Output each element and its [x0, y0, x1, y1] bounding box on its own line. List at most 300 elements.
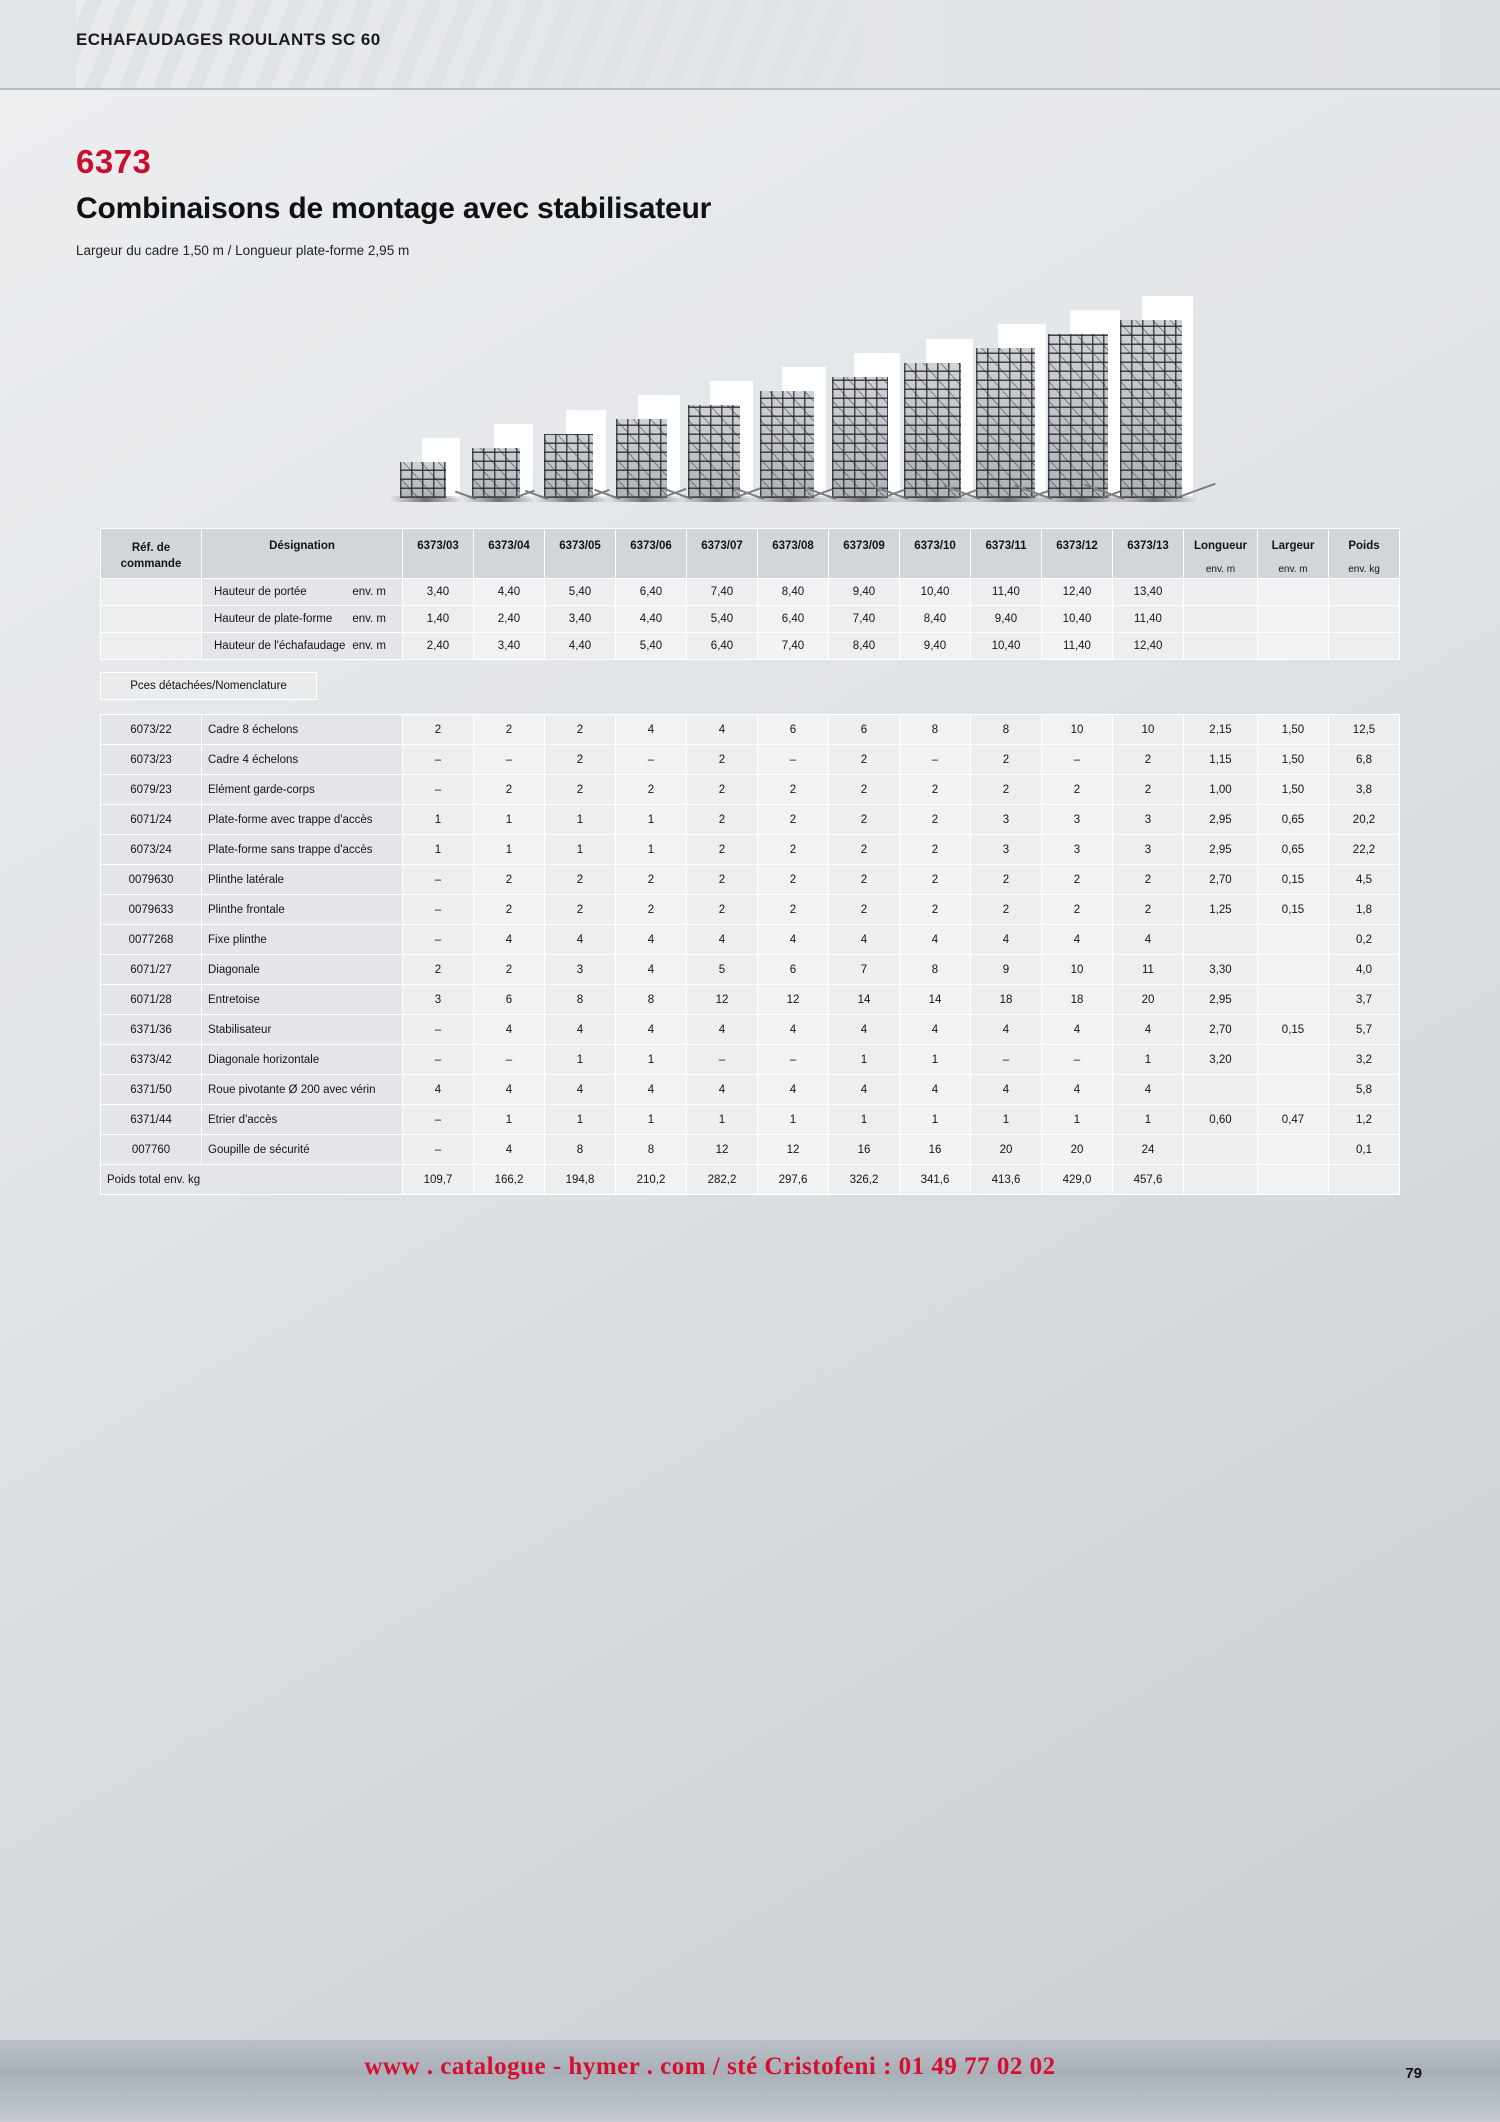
bom-longueur-cell — [1184, 865, 1258, 895]
bom-longueur: 2,15 — [1209, 723, 1232, 736]
tower-base-shadow — [750, 496, 830, 502]
bom-qty-cell — [1113, 1105, 1184, 1135]
bom-qty: 2 — [434, 723, 442, 736]
bom-qty-cell — [900, 745, 971, 775]
spec-value: 6,40 — [710, 640, 734, 652]
bom-qty: 3 — [1002, 813, 1010, 826]
header-model-5: 6373/08 — [758, 529, 829, 579]
tower-structure — [400, 462, 446, 498]
bom-largeur — [1258, 937, 1328, 943]
bom-qty: 4 — [931, 933, 939, 946]
bom-qty-cell — [971, 1015, 1042, 1045]
spec-label — [202, 637, 402, 655]
bom-qty: 4 — [647, 933, 655, 946]
bom-qty-cell — [616, 1015, 687, 1045]
bom-qty-cell — [403, 715, 474, 745]
bom-qty-cell — [687, 805, 758, 835]
bom-qty-cell — [403, 955, 474, 985]
bom-qty: 1 — [647, 813, 655, 826]
bom-qty-cell — [474, 1075, 545, 1105]
bom-qty-cell — [1113, 1015, 1184, 1045]
bom-qty: 4 — [1073, 1023, 1081, 1036]
spec-value-cell — [403, 579, 474, 606]
bom-qty: 3 — [1073, 813, 1081, 826]
bom-poids: 5,8 — [1356, 1083, 1372, 1096]
spec-value: 10,40 — [920, 586, 950, 598]
bom-ref: 6079/23 — [130, 783, 172, 796]
spec-value: 7,40 — [710, 586, 734, 598]
bom-qty: 4 — [1073, 933, 1081, 946]
header-designation: Désignation — [202, 529, 403, 579]
spec-value: 11,40 — [1063, 640, 1091, 652]
bom-qty: 2 — [860, 783, 868, 796]
bom-qty: 4 — [860, 1083, 868, 1096]
bom-designation-cell — [202, 1135, 403, 1165]
bom-qty: – — [434, 753, 442, 766]
bom-qty-cell — [829, 1045, 900, 1075]
bom-qty: 4 — [576, 933, 584, 946]
bom-qty-cell — [900, 775, 971, 805]
spec-value-cell — [1042, 633, 1113, 660]
bom-qty-cell — [687, 715, 758, 745]
bom-poids: 4,0 — [1356, 963, 1372, 976]
bom-qty-cell — [545, 1075, 616, 1105]
bom-qty-cell — [403, 1045, 474, 1075]
bom-qty-cell — [687, 1015, 758, 1045]
bom-qty: 4 — [789, 1023, 797, 1036]
bom-largeur: 0,15 — [1281, 903, 1305, 916]
bom-qty: 2 — [647, 873, 655, 886]
bom-qty: 2 — [931, 813, 939, 826]
bom-poids: 4,5 — [1356, 873, 1372, 886]
bom-designation: Goupille de sécurité — [208, 1143, 310, 1156]
bom-qty: 2 — [931, 843, 939, 856]
bom-qty: – — [647, 753, 655, 766]
bom-qty: 2 — [576, 753, 584, 766]
bom-ref-cell — [101, 1075, 202, 1105]
spec-value: 7,40 — [781, 640, 805, 652]
bom-qty-cell — [900, 805, 971, 835]
bom-designation-cell — [202, 895, 403, 925]
bom-poids: 6,8 — [1356, 753, 1372, 766]
tower-structure — [760, 391, 814, 498]
bom-qty-cell — [403, 925, 474, 955]
bom-qty-cell — [474, 895, 545, 925]
bom-qty-cell — [829, 745, 900, 775]
bom-qty: 4 — [789, 1083, 797, 1096]
tower-base-shadow — [534, 496, 609, 502]
bom-total-longueur — [1184, 1177, 1257, 1183]
bom-qty-cell — [687, 865, 758, 895]
bom-poids-cell — [1329, 955, 1400, 985]
bom-longueur-cell — [1184, 805, 1258, 835]
spec-label-unit: env. m — [352, 586, 386, 598]
bom-qty: – — [434, 1023, 442, 1036]
bom-qty: – — [434, 1143, 442, 1156]
tower-structure — [472, 448, 520, 498]
bom-poids-cell — [1329, 1075, 1400, 1105]
bom-qty-cell — [900, 715, 971, 745]
spec-label-text: Hauteur de portée — [214, 586, 307, 598]
bom-poids: 0,1 — [1356, 1143, 1372, 1156]
bom-ref-cell — [101, 1015, 202, 1045]
bom-qty: 2 — [718, 783, 726, 796]
bom-qty-cell — [829, 1075, 900, 1105]
bom-qty-cell — [1042, 955, 1113, 985]
bom-qty: 2 — [505, 873, 513, 886]
bom-largeur-cell — [1258, 715, 1329, 745]
spec-value-cell — [687, 579, 758, 606]
bom-qty: 3 — [1073, 843, 1081, 856]
bom-qty: – — [505, 1053, 513, 1066]
bom-qty-cell — [1113, 805, 1184, 835]
spec-value-cell — [758, 579, 829, 606]
bom-total-value-cell — [687, 1165, 758, 1195]
table-row — [101, 1075, 1400, 1105]
bom-total-row — [101, 1165, 1400, 1195]
table-row — [101, 1135, 1400, 1165]
bom-ref-cell — [101, 895, 202, 925]
bom-qty-cell — [545, 955, 616, 985]
spec-value: 12,40 — [1062, 586, 1092, 598]
bom-qty-cell — [900, 1045, 971, 1075]
bom-qty: 10 — [1141, 723, 1155, 736]
bom-ref: 6073/24 — [130, 843, 172, 856]
spec-value-cell — [971, 633, 1042, 660]
bom-ref: 6371/44 — [130, 1113, 172, 1126]
bom-qty-cell — [616, 805, 687, 835]
bom-total-largeur — [1258, 1177, 1328, 1183]
spec-value: 5,40 — [710, 613, 734, 625]
bom-designation: Plate-forme avec trappe d'accès — [208, 813, 373, 826]
bom-qty: – — [434, 1113, 442, 1126]
spec-value-cell — [900, 606, 971, 633]
bom-qty: 4 — [505, 1143, 513, 1156]
bom-qty: 1 — [1073, 1113, 1081, 1126]
bom-qty-cell — [1113, 745, 1184, 775]
spec-ref-cell — [101, 579, 202, 606]
bom-largeur-cell — [1258, 1135, 1329, 1165]
spec-value-cell — [971, 579, 1042, 606]
bom-qty: 20 — [999, 1143, 1013, 1156]
bom-longueur: 2,95 — [1209, 993, 1232, 1006]
bom-qty-cell — [758, 1045, 829, 1075]
header-model-0: 6373/03 — [403, 529, 474, 579]
bom-designation: Roue pivotante Ø 200 avec vérin — [208, 1083, 376, 1096]
bom-qty-cell — [687, 925, 758, 955]
bom-qty: 2 — [1002, 873, 1010, 886]
bom-designation: Plinthe frontale — [208, 903, 285, 916]
spec-value-cell — [403, 633, 474, 660]
tower-structure — [904, 363, 961, 498]
table-row — [101, 775, 1400, 805]
bom-qty-cell — [1042, 835, 1113, 865]
bom-qty-cell — [1042, 925, 1113, 955]
bom-qty-cell — [829, 865, 900, 895]
bom-qty-cell — [687, 895, 758, 925]
bom-longueur: 2,95 — [1209, 813, 1232, 826]
bom-qty: 8 — [931, 963, 939, 976]
bom-total-value-cell — [1113, 1165, 1184, 1195]
bom-longueur-cell — [1184, 1015, 1258, 1045]
bom-qty-cell — [758, 1105, 829, 1135]
bom-qty-cell — [900, 1075, 971, 1105]
header-ref-line2: commande — [120, 558, 182, 571]
bom-qty: – — [434, 783, 442, 796]
bom-designation-cell — [202, 985, 403, 1015]
table-row — [101, 955, 1400, 985]
bom-qty: 3 — [1144, 843, 1152, 856]
bom-qty-cell — [971, 1075, 1042, 1105]
spec-largeur-cell — [1258, 606, 1329, 633]
bom-qty: 1 — [931, 1113, 939, 1126]
spec-value-cell — [474, 606, 545, 633]
bom-qty: 3 — [434, 993, 442, 1006]
bom-qty-cell — [758, 835, 829, 865]
table-row — [101, 1105, 1400, 1135]
bom-qty-cell — [758, 1075, 829, 1105]
bom-largeur — [1258, 997, 1328, 1003]
bom-qty: 12 — [786, 1143, 800, 1156]
bom-qty: 2 — [505, 903, 513, 916]
bom-qty: 2 — [718, 813, 726, 826]
bom-designation-cell — [202, 715, 403, 745]
bom-longueur — [1184, 1087, 1257, 1093]
bom-qty: 4 — [505, 1083, 513, 1096]
bom-qty-cell — [1113, 775, 1184, 805]
bom-qty-cell — [474, 985, 545, 1015]
spec-ref-cell — [101, 606, 202, 633]
bom-ref: 6073/22 — [130, 723, 172, 736]
bom-total-longueur-cell — [1184, 1165, 1258, 1195]
scaffold-tower-6373/05 — [544, 408, 625, 498]
bom-qty: 1 — [505, 1113, 513, 1126]
bom-ref-cell — [101, 745, 202, 775]
spec-value-cell — [829, 606, 900, 633]
bom-qty-cell — [900, 955, 971, 985]
spec-label-unit: env. m — [352, 640, 386, 652]
bom-qty: 2 — [860, 903, 868, 916]
bom-qty-cell — [616, 1045, 687, 1075]
bom-qty-cell — [758, 805, 829, 835]
bom-qty-cell — [474, 1015, 545, 1045]
bom-qty: 2 — [860, 753, 868, 766]
bom-ref: 6071/28 — [130, 993, 172, 1006]
bom-longueur: 2,95 — [1209, 843, 1232, 856]
bom-qty: 2 — [1144, 873, 1152, 886]
bom-poids: 5,7 — [1356, 1023, 1372, 1036]
bom-largeur-cell — [1258, 925, 1329, 955]
bom-total-largeur-cell — [1258, 1165, 1329, 1195]
spec-label-cell — [202, 606, 403, 633]
bom-qty-cell — [403, 1075, 474, 1105]
bom-qty: 2 — [1002, 903, 1010, 916]
bom-qty: 6 — [505, 993, 513, 1006]
spec-poids-cell — [1329, 579, 1400, 606]
bom-qty: 18 — [999, 993, 1013, 1006]
spec-value: 3,40 — [568, 613, 592, 625]
specifications-table — [100, 528, 1400, 660]
bom-qty: – — [434, 873, 442, 886]
bom-total-value-cell — [403, 1165, 474, 1195]
spec-value: 4,40 — [497, 586, 521, 598]
bom-largeur: 1,50 — [1281, 783, 1305, 796]
bom-largeur: 0,65 — [1281, 813, 1305, 826]
bom-qty-cell — [616, 745, 687, 775]
spec-poids — [1329, 643, 1399, 649]
header-model-1: 6373/04 — [474, 529, 545, 579]
bom-qty: 4 — [576, 1083, 584, 1096]
bom-qty-cell — [900, 1135, 971, 1165]
bom-qty: 2 — [1144, 903, 1152, 916]
header-model-8: 6373/11 — [971, 529, 1042, 579]
spec-value: 7,40 — [852, 613, 876, 625]
bom-poids-cell — [1329, 715, 1400, 745]
bom-poids: 20,2 — [1352, 813, 1376, 826]
bom-qty: 4 — [718, 1083, 726, 1096]
bom-qty: 4 — [789, 933, 797, 946]
bom-ref: 6371/50 — [130, 1083, 172, 1096]
spec-poids — [1329, 589, 1399, 595]
bom-qty: – — [718, 1053, 726, 1066]
bom-qty: 4 — [1144, 933, 1152, 946]
bom-qty-cell — [687, 1105, 758, 1135]
bom-total-value-cell — [616, 1165, 687, 1195]
bom-qty-cell — [1042, 985, 1113, 1015]
bom-qty: 4 — [1002, 1023, 1010, 1036]
bom-qty: – — [931, 753, 939, 766]
bom-qty-cell — [1042, 715, 1113, 745]
spec-value: 9,40 — [994, 613, 1018, 625]
spec-value: 8,40 — [852, 640, 876, 652]
tower-structure — [544, 434, 593, 498]
bom-total-value: 210,2 — [636, 1173, 666, 1186]
spec-label — [202, 610, 402, 628]
bom-qty: – — [434, 1053, 442, 1066]
tower-structure — [976, 348, 1035, 498]
bom-poids-cell — [1329, 985, 1400, 1015]
bom-total-value: 341,6 — [920, 1173, 950, 1186]
spec-largeur — [1258, 589, 1328, 595]
bom-qty: 8 — [647, 1143, 655, 1156]
page-subtitle: Largeur du cadre 1,50 m / Longueur plate-forme 2,95 m — [76, 243, 410, 258]
header-left-block — [0, 0, 76, 88]
bom-qty: 1 — [505, 843, 513, 856]
bom-qty-cell — [545, 1045, 616, 1075]
table-row — [101, 925, 1400, 955]
bom-qty-cell — [829, 985, 900, 1015]
bom-designation-cell — [202, 1075, 403, 1105]
bom-qty-cell — [1042, 1105, 1113, 1135]
bom-qty: 2 — [1144, 783, 1152, 796]
scaffold-tower-6373/03 — [400, 436, 478, 498]
bom-qty: 1 — [647, 1053, 655, 1066]
bom-qty-cell — [474, 925, 545, 955]
table-row — [101, 606, 1400, 633]
spec-value: 4,40 — [568, 640, 592, 652]
bom-table-wrapper — [100, 714, 1400, 1195]
bom-longueur-cell — [1184, 925, 1258, 955]
spec-value-cell — [687, 606, 758, 633]
bom-qty: 8 — [576, 993, 584, 1006]
bom-qty: 12 — [786, 993, 800, 1006]
bom-qty-cell — [616, 1135, 687, 1165]
bom-qty-cell — [758, 715, 829, 745]
spec-value: 6,40 — [639, 586, 663, 598]
bom-qty-cell — [545, 1015, 616, 1045]
specifications-table-wrapper — [100, 528, 1400, 660]
bom-qty-cell — [1113, 925, 1184, 955]
bom-longueur: 3,20 — [1209, 1053, 1232, 1066]
bom-total-value-cell — [545, 1165, 616, 1195]
bom-qty-cell — [687, 985, 758, 1015]
bom-poids: 3,7 — [1356, 993, 1372, 1006]
bom-qty: 2 — [789, 813, 797, 826]
bom-qty-cell — [403, 805, 474, 835]
bom-qty-cell — [971, 955, 1042, 985]
bom-qty-cell — [687, 1135, 758, 1165]
bom-ref-cell — [101, 865, 202, 895]
header-divider — [0, 88, 1500, 90]
bom-qty-cell — [829, 775, 900, 805]
bom-qty-cell — [616, 775, 687, 805]
spec-value: 6,40 — [781, 613, 805, 625]
bom-qty: 11 — [1142, 963, 1154, 976]
bom-total-value: 282,2 — [707, 1173, 737, 1186]
table-row — [101, 985, 1400, 1015]
bom-qty: 4 — [931, 1023, 939, 1036]
spec-value-cell — [900, 579, 971, 606]
bom-qty: 2 — [860, 843, 868, 856]
bom-qty: 12 — [715, 1143, 729, 1156]
bom-longueur — [1184, 1147, 1257, 1153]
bom-total-value-cell — [829, 1165, 900, 1195]
tower-base-shadow — [678, 496, 756, 502]
table-header-row — [101, 529, 1400, 579]
spec-value: 12,40 — [1133, 640, 1163, 652]
bom-designation-cell — [202, 775, 403, 805]
table-row — [101, 895, 1400, 925]
spec-value: 9,40 — [852, 586, 876, 598]
bom-qty: 6 — [860, 723, 868, 736]
bom-qty-cell — [1042, 775, 1113, 805]
bom-qty: 4 — [647, 963, 655, 976]
bom-qty: 2 — [789, 783, 797, 796]
bom-qty: 2 — [576, 903, 584, 916]
spec-value-cell — [829, 579, 900, 606]
bom-qty-cell — [758, 745, 829, 775]
header-model-3: 6373/06 — [616, 529, 687, 579]
bom-qty-cell — [403, 1105, 474, 1135]
header-model-9: 6373/12 — [1042, 529, 1113, 579]
bom-total-value: 457,6 — [1133, 1173, 1163, 1186]
bom-qty-cell — [403, 985, 474, 1015]
tower-base-shadow — [462, 496, 536, 502]
bom-largeur — [1258, 1147, 1328, 1153]
bom-largeur-cell — [1258, 1075, 1329, 1105]
bom-qty: 2 — [647, 903, 655, 916]
bom-qty: 8 — [1002, 723, 1010, 736]
bom-longueur-cell — [1184, 715, 1258, 745]
bom-ref: 6073/23 — [130, 753, 172, 766]
bom-qty-cell — [971, 865, 1042, 895]
bom-qty-cell — [971, 775, 1042, 805]
bom-ref-cell — [101, 1045, 202, 1075]
bom-qty-cell — [900, 1105, 971, 1135]
bom-qty-cell — [545, 775, 616, 805]
bom-total-value: 429,0 — [1062, 1173, 1092, 1186]
tower-base-shadow — [822, 496, 904, 502]
